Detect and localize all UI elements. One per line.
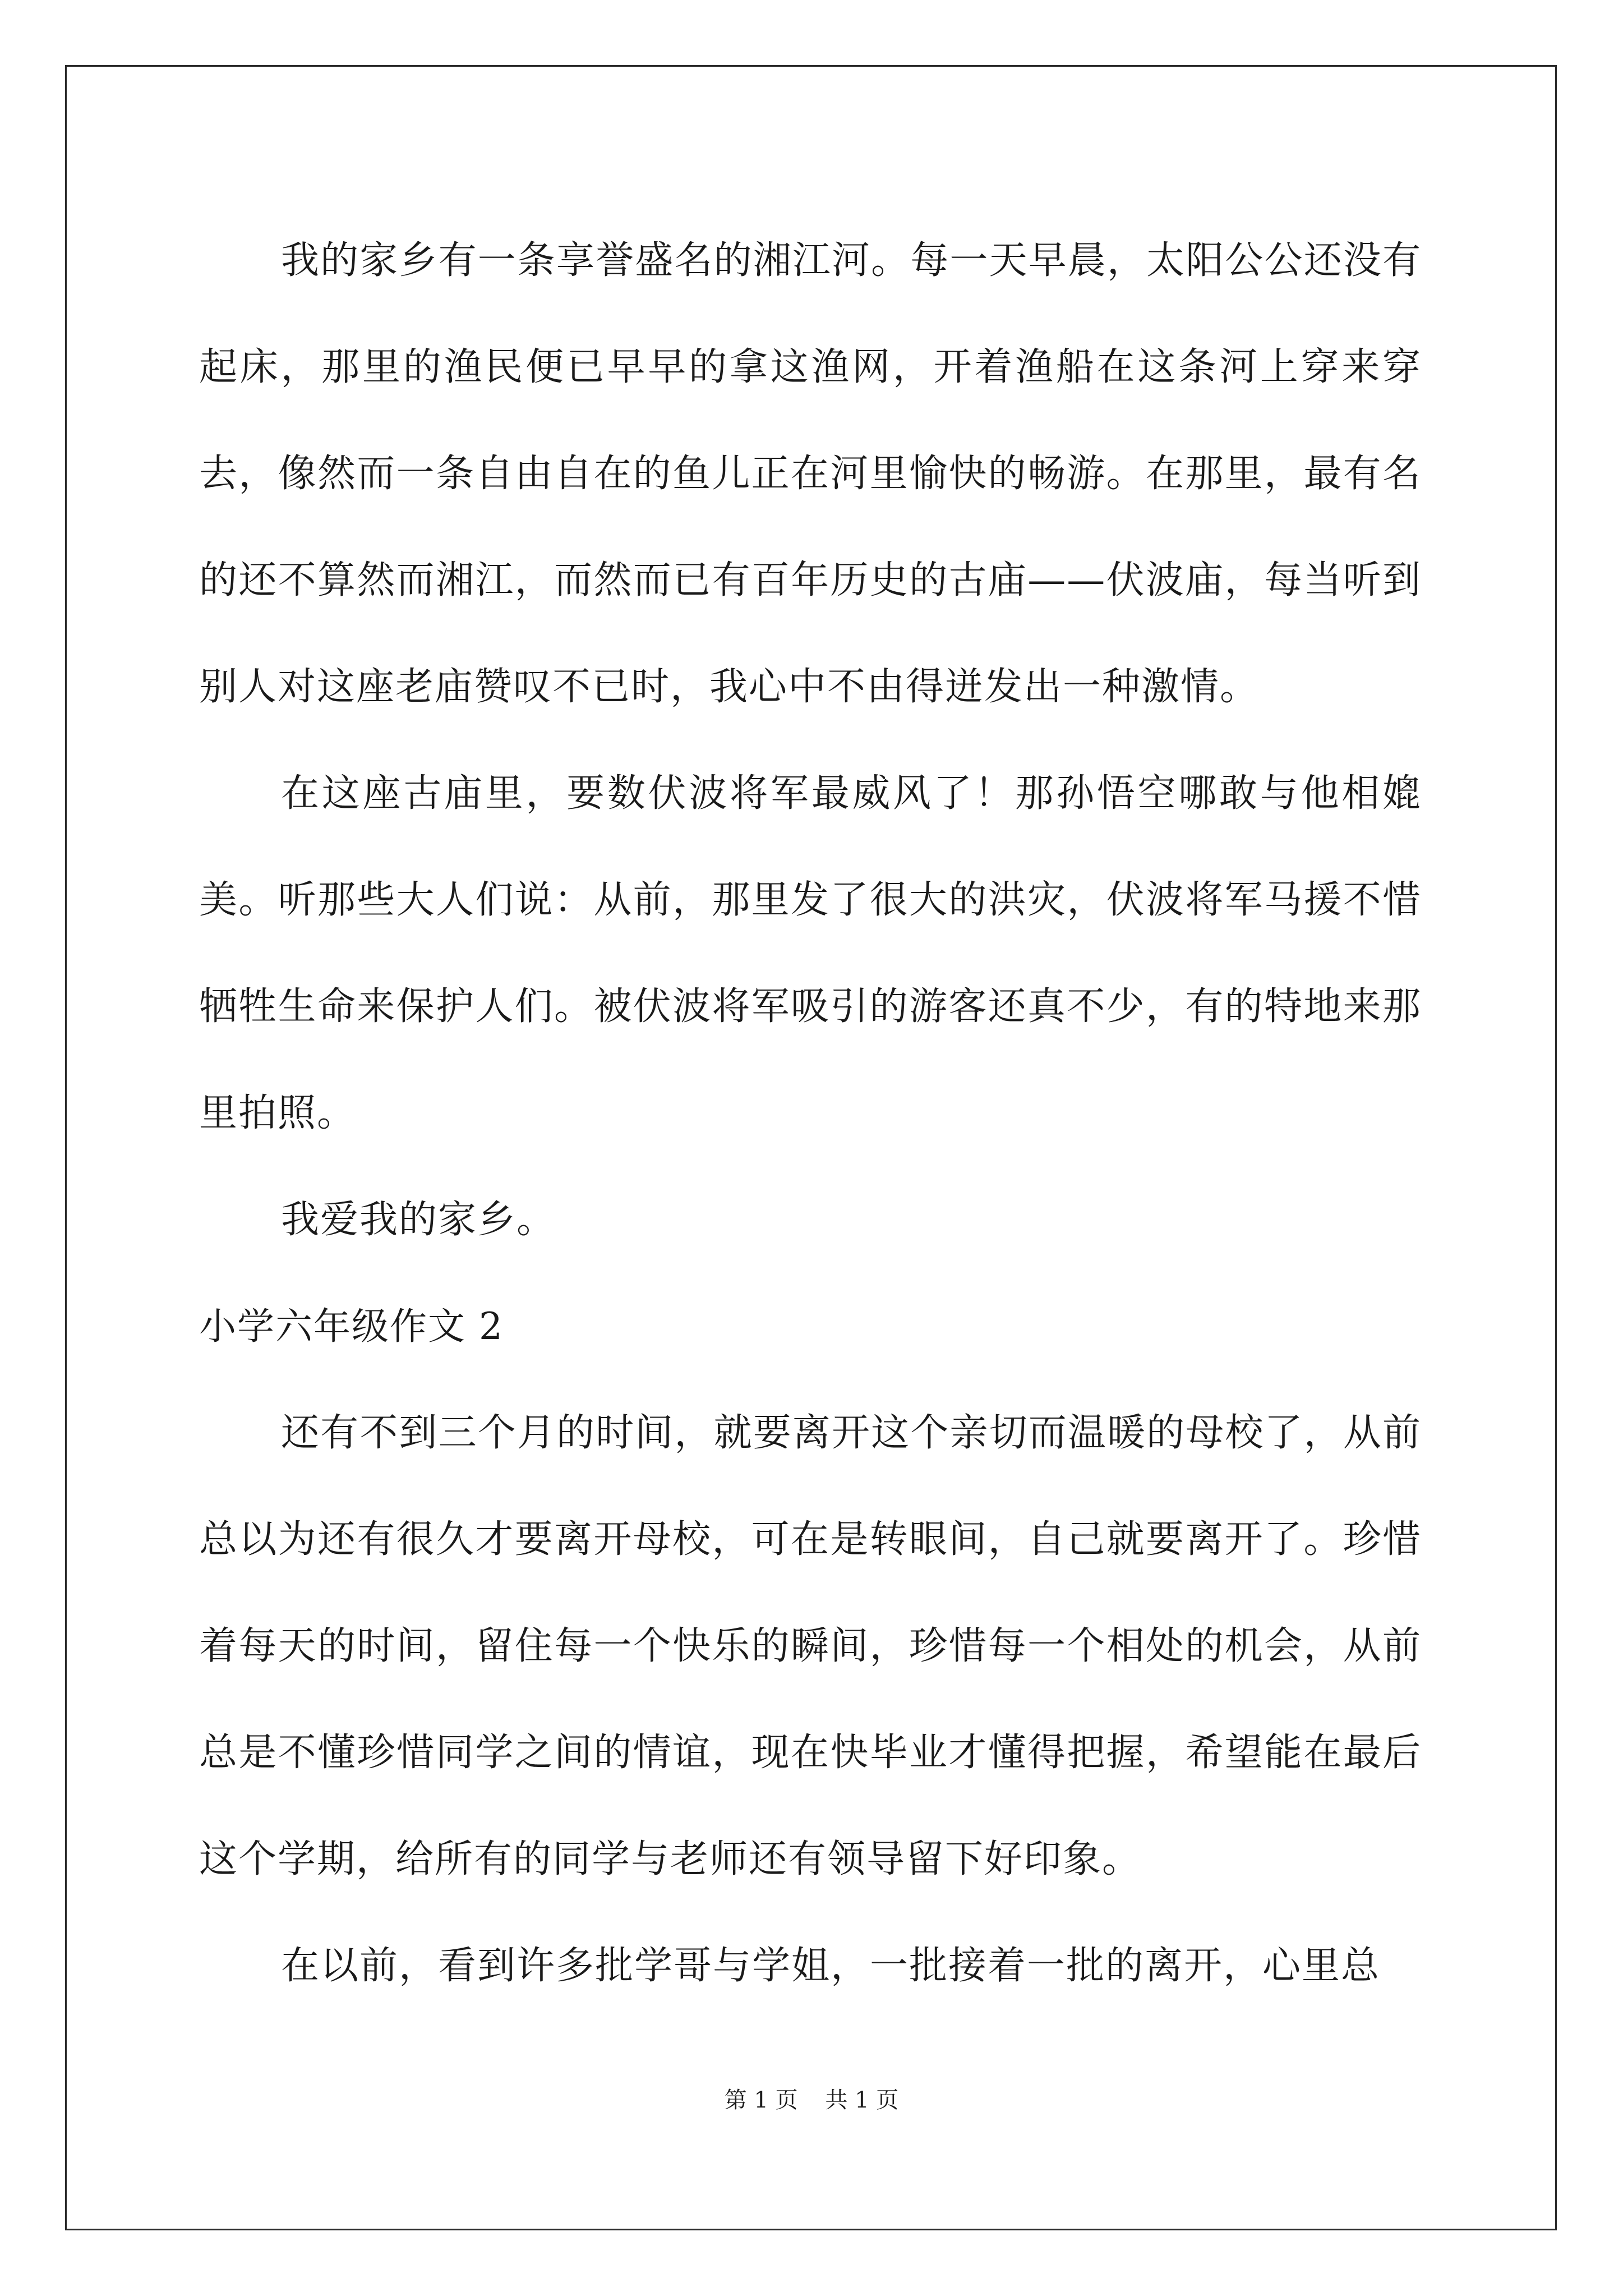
paragraph: 在这座古庙里，要数伏波将军最威风了！那孙悟空哪敢与他相媲美。听那些大人们说：从前，那里发了很大的洪灾，伏波将军马援不惜牺牲生命来保护人们。被伏波将军吸引的游客还真不少，有的特地来那里拍照。 <box>199 771 1422 1135</box>
page-number: 第 1 页 <box>724 2087 798 2113</box>
section-heading: 小学六年级作文 2 <box>199 1305 504 1348</box>
paragraph: 还有不到三个月的时间，就要离开这个亲切而温暖的母校了，从前总以为还有很久才要离开母校，可在是转眼间，自己就要离开了。珍惜着每天的时间，留住每一个快乐的瞬间，珍惜每一个相处的机会，从前总是不懂珍惜同学之间的情谊，现在快毕业才懂得把握，希望能在最后这个学期，给所有的同学与老师还有领导留下好印象。 <box>199 1411 1422 1881</box>
page-total: 共 1 页 <box>825 2087 899 2113</box>
document-body <box>199 208 1422 2019</box>
paragraph: 我的家乡有一条享誉盛名的湘江河。每一天早晨，太阳公公还没有起床，那里的渔民便已早早的拿这渔网，开着渔船在这条河上穿来穿去，像然而一条自由自在的鱼儿正在河里愉快的畅游。在那里，最有名的还不算然而湘江，而然而已有百年历史的古庙——伏波庙，每当听到别人对这座老庙赞叹不已时，我心中不由得迸发出一种激情。 <box>199 238 1422 709</box>
paragraph: 在以前，看到许多批学哥与学姐，一批接着一批的离开，心里总 <box>281 1944 1381 1988</box>
paragraph: 我爱我的家乡。 <box>281 1198 556 1242</box>
page-footer <box>0 2082 1623 2114</box>
